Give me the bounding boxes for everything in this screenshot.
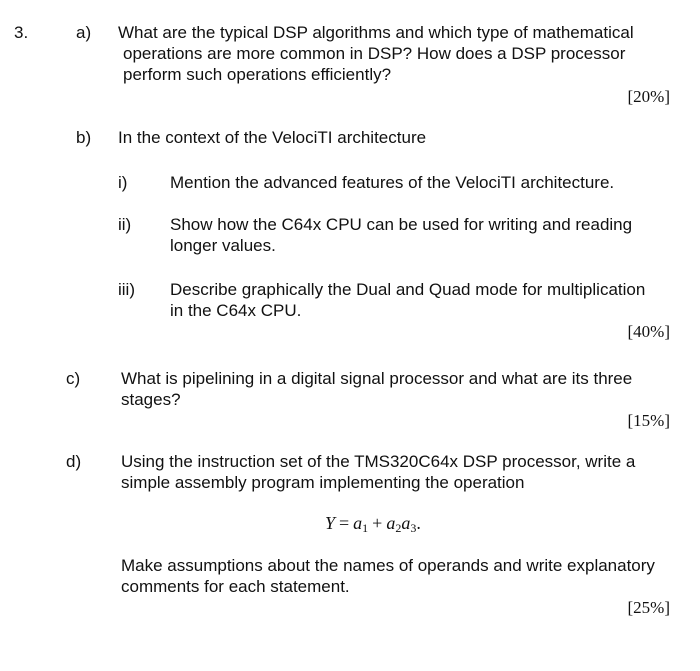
- part-c-marks: [15%]: [627, 411, 670, 430]
- part-b-marks: [40%]: [627, 322, 670, 341]
- part-b-label: b): [76, 128, 92, 147]
- part-b-sub-ii-label: ii): [118, 215, 132, 234]
- equation-a1: a: [353, 513, 363, 533]
- equation-plus: +: [372, 513, 383, 533]
- part-c-line-2: stages?: [121, 390, 181, 409]
- equation-a3: a: [401, 513, 411, 533]
- equation: [325, 513, 421, 534]
- part-d-line-4: comments for each statement.: [121, 577, 350, 596]
- part-a-marks: [20%]: [627, 87, 670, 106]
- part-b-sub-ii-line-2: longer values.: [170, 236, 276, 255]
- equation-a1-subscript: 1: [362, 521, 369, 535]
- equation-a3-subscript: 3: [410, 521, 417, 535]
- part-d-label: d): [66, 452, 82, 471]
- part-a-line-3: perform such operations efficiently?: [123, 65, 392, 84]
- equation-lhs: Y: [325, 513, 336, 533]
- part-b-intro: In the context of the VelociTI architecture: [118, 128, 427, 147]
- equation-period: .: [416, 513, 421, 533]
- part-b-sub-ii-line-1: Show how the C64x CPU can be used for writing and reading: [170, 215, 633, 234]
- equation-equals: =: [339, 513, 350, 533]
- part-b-sub-iii-line-2: in the C64x CPU.: [170, 301, 302, 320]
- part-c-line-1: What is pipelining in a digital signal processor and what are its three: [121, 369, 633, 388]
- part-b-sub-i-line-1: Mention the advanced features of the VelociTI architecture.: [170, 173, 615, 192]
- part-d-line-2: simple assembly program implementing the operation: [121, 473, 525, 492]
- part-a-line-2: operations are more common in DSP? How does a DSP processor: [123, 44, 626, 63]
- question-number: 3.: [14, 23, 29, 42]
- part-b-sub-i-label: i): [118, 173, 128, 192]
- part-c-label: c): [66, 369, 81, 388]
- equation-a2-subscript: 2: [395, 521, 402, 535]
- part-b-sub-iii-line-1: Describe graphically the Dual and Quad mode for multiplication: [170, 280, 646, 299]
- part-b-sub-iii-label: iii): [118, 280, 135, 299]
- part-a-line-1: What are the typical DSP algorithms and which type of mathematical: [118, 23, 634, 42]
- part-a-label: a): [76, 23, 92, 42]
- part-d-line-3: Make assumptions about the names of operands and write explanatory: [121, 556, 655, 575]
- equation-a2: a: [386, 513, 396, 533]
- part-d-line-1: Using the instruction set of the TMS320C64x DSP processor, write a: [121, 452, 636, 471]
- part-d-marks: [25%]: [627, 598, 670, 617]
